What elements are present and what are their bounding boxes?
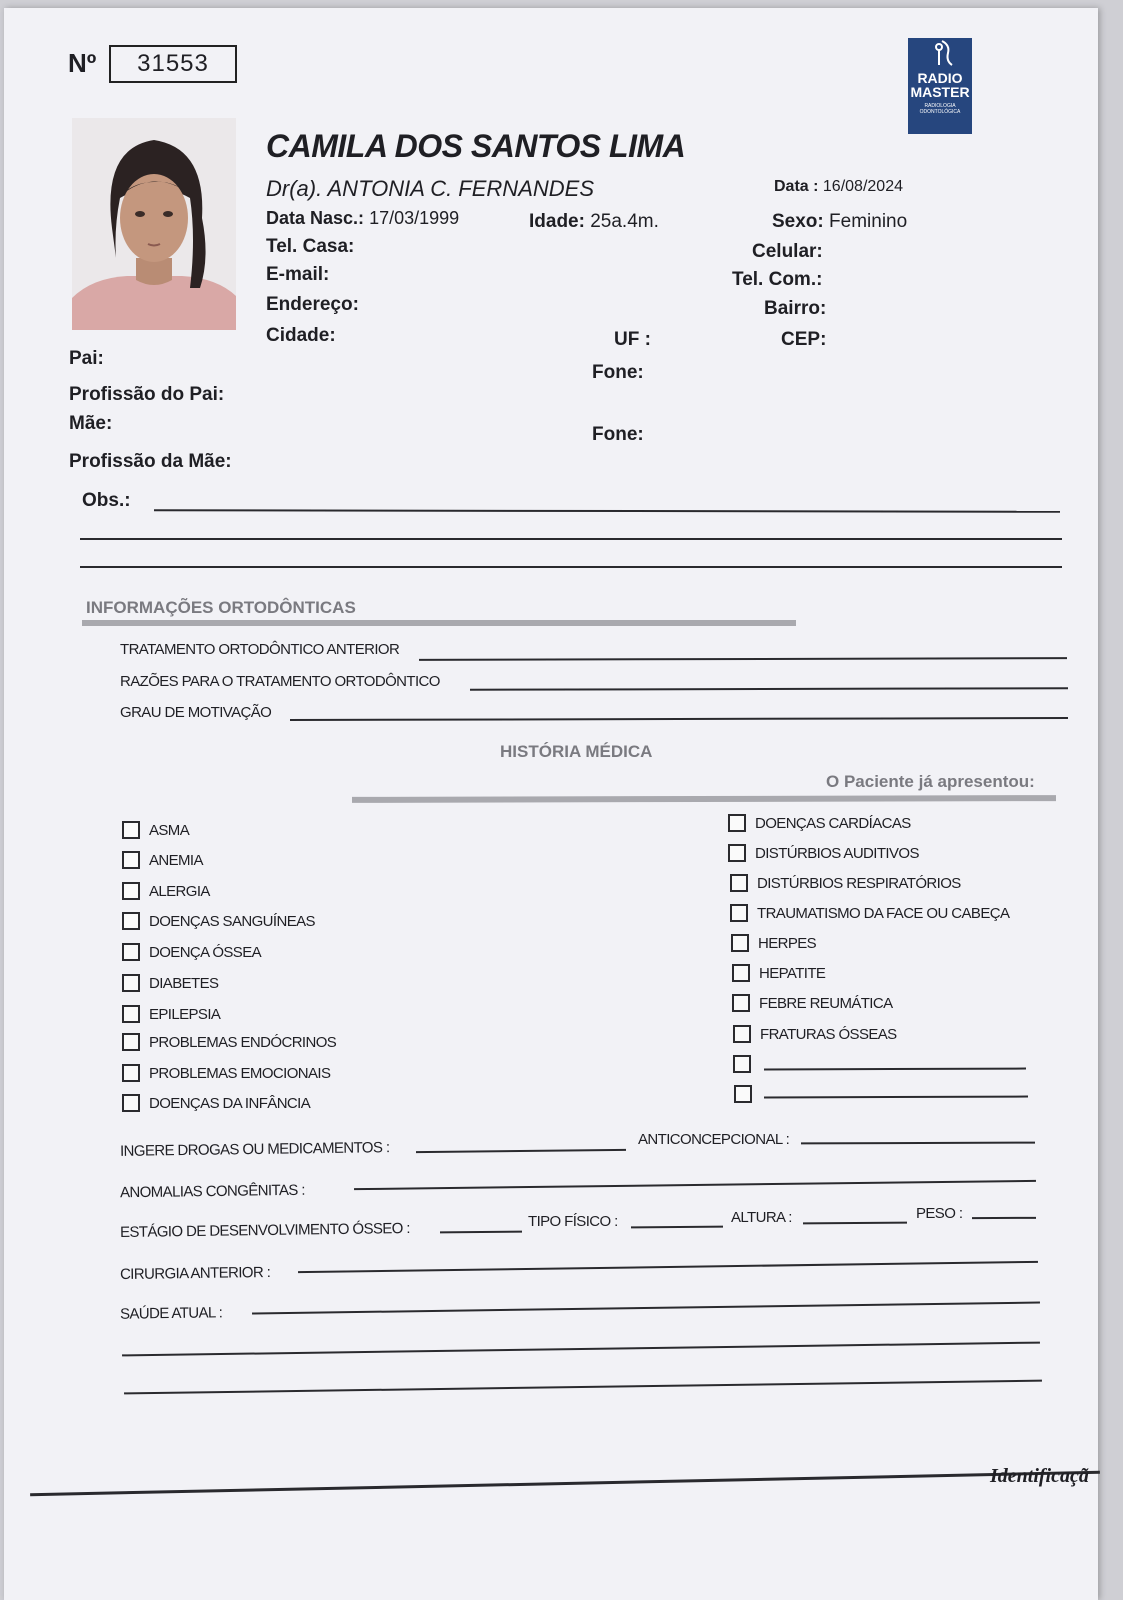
footer-rule bbox=[30, 1471, 1100, 1496]
condition-label: PROBLEMAS ENDÓCRINOS bbox=[149, 1033, 337, 1051]
bone-stage-line[interactable] bbox=[440, 1231, 522, 1234]
date-label: Data : bbox=[774, 178, 819, 195]
height-label: ALTURA : bbox=[731, 1209, 792, 1226]
celular-label: Celular: bbox=[752, 241, 823, 262]
profissao-mae-label: Profissão da Mãe: bbox=[69, 451, 232, 472]
checkbox-box[interactable] bbox=[122, 851, 140, 869]
condition-label: DIABETES bbox=[149, 974, 219, 992]
condition-checkbox[interactable] bbox=[122, 1094, 310, 1112]
condition-label: PROBLEMAS EMOCIONAIS bbox=[149, 1064, 331, 1082]
medical-subtitle: O Paciente já apresentou: bbox=[826, 772, 1035, 791]
condition-checkbox[interactable] bbox=[732, 994, 893, 1012]
surgery-label: CIRURGIA ANTERIOR : bbox=[119, 1263, 271, 1284]
checkbox-box[interactable] bbox=[728, 814, 746, 832]
obs-line-2[interactable] bbox=[80, 538, 1062, 540]
height-line[interactable] bbox=[803, 1222, 907, 1225]
ortho-field-2-line[interactable] bbox=[470, 687, 1068, 691]
body-type-line[interactable] bbox=[631, 1226, 723, 1229]
patient-photo bbox=[72, 118, 236, 330]
condition-checkbox[interactable] bbox=[730, 874, 961, 892]
obs-line-3[interactable] bbox=[80, 566, 1062, 568]
condition-label: TRAUMATISMO DA FACE OU CABEÇA bbox=[757, 904, 1010, 922]
condition-checkbox[interactable] bbox=[122, 912, 315, 930]
condition-label: HERPES bbox=[758, 934, 817, 952]
condition-label: EPILEPSIA bbox=[149, 1005, 221, 1023]
radio-master-logo bbox=[908, 38, 972, 134]
drugs-line[interactable] bbox=[416, 1149, 626, 1153]
exam-date bbox=[774, 178, 903, 196]
logo-line1: RADIO bbox=[917, 70, 963, 86]
tooth-probe-icon bbox=[908, 38, 972, 68]
ortho-field-3-label: GRAU DE MOTIVAÇÃO bbox=[120, 704, 272, 721]
anomalies-label: ANOMALIAS CONGÊNITAS : bbox=[119, 1181, 306, 1202]
logo-tagline: RADIOLOGIA ODONTOLÓGICA bbox=[919, 103, 961, 115]
condition-checkbox[interactable] bbox=[122, 882, 210, 900]
checkbox-box[interactable] bbox=[122, 943, 140, 961]
contraceptive-label: ANTICONCEPCIONAL : bbox=[638, 1131, 790, 1148]
health-line-3[interactable] bbox=[124, 1380, 1042, 1395]
sex bbox=[772, 211, 907, 233]
checkbox-box[interactable] bbox=[731, 934, 749, 952]
ortho-field-3-line[interactable] bbox=[290, 717, 1068, 721]
condition-checkbox[interactable] bbox=[733, 1025, 897, 1043]
condition-checkbox[interactable] bbox=[732, 964, 825, 982]
condition-checkbox[interactable] bbox=[730, 904, 1009, 922]
condition-checkbox[interactable] bbox=[122, 1064, 330, 1082]
weight-label: PESO : bbox=[916, 1205, 963, 1222]
condition-checkbox[interactable] bbox=[122, 943, 261, 961]
condition-label: ANEMIA bbox=[149, 851, 203, 869]
checkbox-box[interactable] bbox=[122, 1064, 140, 1082]
identification-label: Identificaçã bbox=[990, 1465, 1089, 1487]
date-value: 16/08/2024 bbox=[822, 178, 903, 195]
medical-title: HISTÓRIA MÉDICA bbox=[500, 742, 653, 761]
condition-checkbox[interactable] bbox=[728, 844, 919, 862]
condition-checkbox[interactable] bbox=[122, 851, 203, 869]
condition-label: DOENÇAS DA INFÂNCIA bbox=[149, 1094, 311, 1112]
profissao-pai-label: Profissão do Pai: bbox=[69, 384, 225, 405]
form-number-box bbox=[109, 45, 237, 83]
ortho-field-1-line[interactable] bbox=[419, 657, 1067, 661]
mae-label: Mãe: bbox=[69, 413, 113, 434]
checkbox-box[interactable] bbox=[122, 821, 140, 839]
condition-checkbox[interactable] bbox=[122, 821, 189, 839]
checkbox-box[interactable] bbox=[730, 904, 748, 922]
form-number: 31553 bbox=[137, 50, 209, 77]
form-number-label: Nº bbox=[68, 48, 97, 78]
drugs-label: INGERE DROGAS OU MEDICAMENTOS : bbox=[119, 1139, 390, 1160]
condition-label: HEPATITE bbox=[759, 964, 826, 982]
age-label: Idade: bbox=[529, 211, 585, 232]
endereco-label: Endereço: bbox=[266, 294, 359, 315]
checkbox-box[interactable] bbox=[733, 1055, 751, 1073]
condition-checkbox[interactable] bbox=[122, 1033, 336, 1051]
checkbox-box[interactable] bbox=[732, 964, 750, 982]
body-type-label: TIPO FÍSICO : bbox=[528, 1213, 618, 1230]
checkbox-box[interactable] bbox=[122, 1033, 140, 1051]
checkbox-box[interactable] bbox=[122, 882, 140, 900]
checkbox-box[interactable] bbox=[122, 912, 140, 930]
tel-casa-label: Tel. Casa: bbox=[266, 236, 355, 257]
weight-line[interactable] bbox=[972, 1217, 1036, 1219]
birth-label: Data Nasc.: bbox=[266, 208, 365, 228]
cidade-label: Cidade: bbox=[266, 325, 336, 346]
condition-label: ALERGIA bbox=[149, 882, 210, 900]
anomalies-line[interactable] bbox=[354, 1180, 1036, 1190]
form-sheet bbox=[4, 8, 1098, 1600]
checkbox-box[interactable] bbox=[733, 1025, 751, 1043]
cep-label: CEP: bbox=[781, 329, 827, 350]
logo-line2: MASTER bbox=[910, 84, 970, 100]
surgery-line[interactable] bbox=[298, 1261, 1038, 1273]
obs-line-1[interactable] bbox=[154, 509, 1060, 513]
ortho-rule bbox=[82, 620, 796, 626]
checkbox-box[interactable] bbox=[122, 1094, 140, 1112]
condition-checkbox[interactable] bbox=[728, 814, 911, 832]
birth-date bbox=[266, 208, 459, 229]
birth-value: 17/03/1999 bbox=[369, 208, 460, 228]
fone-pai-label: Fone: bbox=[592, 362, 644, 383]
checkbox-box[interactable] bbox=[734, 1085, 752, 1103]
condition-checkbox[interactable] bbox=[122, 1005, 220, 1023]
age-value: 25a.4m. bbox=[590, 211, 659, 232]
blank-condition-line[interactable] bbox=[764, 1096, 1028, 1099]
age bbox=[529, 211, 659, 233]
condition-label: DOENÇAS CARDÍACAS bbox=[755, 814, 911, 832]
condition-label: DOENÇA ÓSSEA bbox=[149, 943, 262, 961]
health-label: SAÚDE ATUAL : bbox=[119, 1304, 223, 1323]
condition-checkbox[interactable] bbox=[122, 974, 218, 992]
checkbox-box[interactable] bbox=[730, 874, 748, 892]
fone-mae-label: Fone: bbox=[592, 424, 644, 445]
bone-stage-label: ESTÁGIO DE DESENVOLVIMENTO ÓSSEO : bbox=[119, 1219, 411, 1242]
sex-label: Sexo: bbox=[772, 211, 824, 232]
ortho-field-1-label: TRATAMENTO ORTODÔNTICO ANTERIOR bbox=[120, 641, 400, 658]
blank-condition-checkbox[interactable] bbox=[733, 1055, 760, 1073]
obs-label: Obs.: bbox=[82, 490, 131, 511]
condition-label: DOENÇAS SANGUÍNEAS bbox=[149, 912, 315, 930]
pai-label: Pai: bbox=[69, 348, 104, 369]
patient-name: CAMILA DOS SANTOS LIMA bbox=[266, 128, 686, 164]
sex-value: Feminino bbox=[829, 211, 908, 232]
doctor-name: Dr(a). ANTONIA C. FERNANDES bbox=[266, 176, 594, 201]
condition-label: DISTÚRBIOS RESPIRATÓRIOS bbox=[757, 874, 961, 892]
medical-rule bbox=[352, 795, 1056, 803]
checkbox-box[interactable] bbox=[122, 1005, 140, 1023]
condition-label: ASMA bbox=[149, 821, 190, 839]
blank-condition-line[interactable] bbox=[764, 1068, 1026, 1071]
bairro-label: Bairro: bbox=[764, 298, 827, 319]
ortho-field-2-label: RAZÕES PARA O TRATAMENTO ORTODÔNTICO bbox=[120, 673, 440, 690]
tel-com-label: Tel. Com.: bbox=[732, 269, 823, 290]
condition-checkbox[interactable] bbox=[731, 934, 816, 952]
health-line-2[interactable] bbox=[122, 1342, 1040, 1357]
checkbox-box[interactable] bbox=[732, 994, 750, 1012]
uf-label: UF : bbox=[614, 329, 651, 350]
checkbox-box[interactable] bbox=[122, 974, 140, 992]
ortho-title: INFORMAÇÕES ORTODÔNTICAS bbox=[86, 598, 356, 617]
email-label: E-mail: bbox=[266, 264, 330, 285]
condition-label: DISTÚRBIOS AUDITIVOS bbox=[755, 844, 919, 862]
checkbox-box[interactable] bbox=[728, 844, 746, 862]
contraceptive-line[interactable] bbox=[801, 1142, 1035, 1145]
condition-label: FRATURAS ÓSSEAS bbox=[760, 1025, 897, 1043]
blank-condition-checkbox[interactable] bbox=[734, 1085, 761, 1103]
condition-label: FEBRE REUMÁTICA bbox=[759, 994, 893, 1012]
health-line-1[interactable] bbox=[252, 1301, 1040, 1314]
